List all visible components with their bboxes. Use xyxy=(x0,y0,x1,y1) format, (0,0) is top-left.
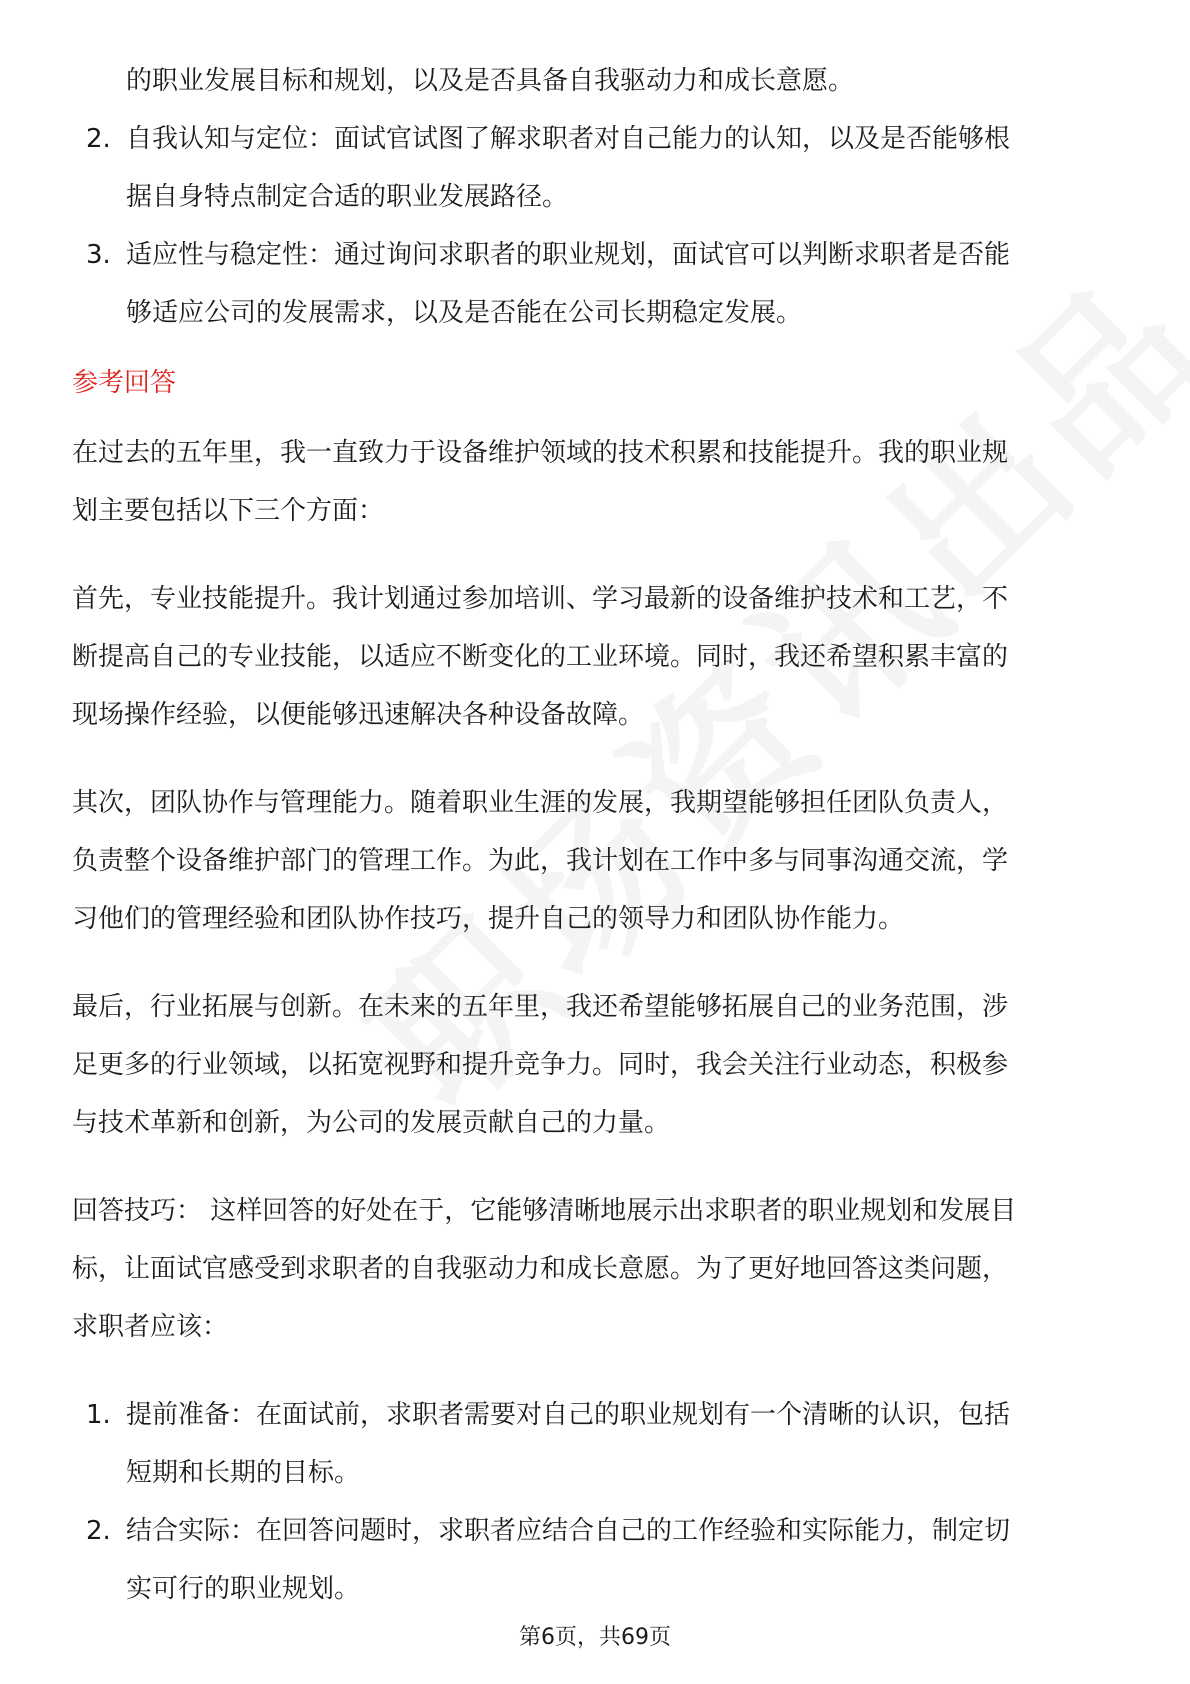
list-item-line: 自我认知与定位：面试官试图了解求职者对自己能力的认知，以及是否能够根 xyxy=(126,124,1011,154)
list-item xyxy=(72,1386,1122,1502)
list-item-line: 实可行的职业规划。 xyxy=(126,1574,361,1604)
paragraph-line: 负责整个设备维护部门的管理工作。为此，我计划在工作中多与同事沟通交流，学 xyxy=(72,846,1009,876)
paragraph-line: 足更多的行业领域，以拓宽视野和提升竞争力。同时，我会关注行业动态，积极参 xyxy=(72,1050,1009,1080)
list-item-continuation xyxy=(72,52,1122,110)
list-number: 3. xyxy=(86,240,111,270)
list-item xyxy=(72,110,1122,226)
list-item-line: 短期和长期的目标。 xyxy=(126,1458,361,1488)
list-number: 1. xyxy=(86,1400,111,1430)
list-item-line: 适应性与稳定性：通过询问求职者的职业规划，面试官可以判断求职者是否能 xyxy=(126,240,1011,270)
list-item xyxy=(72,1502,1122,1618)
list-item-line: 够适应公司的发展需求，以及是否能在公司长期稳定发展。 xyxy=(126,298,803,328)
paragraph-line: 划主要包括以下三个方面： xyxy=(72,496,385,526)
paragraph-line: 求职者应该： xyxy=(72,1312,229,1342)
paragraph-line: 首先，专业技能提升。我计划通过参加培训、学习最新的设备维护技术和工艺，不 xyxy=(72,584,1009,614)
list-number: 2. xyxy=(86,1516,111,1546)
paragraph-line: 断提高自己的专业技能，以适应不断变化的工业环境。同时，我还希望积累丰富的 xyxy=(72,642,1009,672)
page-footer: 第6页，共69页 xyxy=(519,1625,671,1650)
page-content xyxy=(72,52,1122,1618)
list-item-line: 提前准备：在面试前，求职者需要对自己的职业规划有一个清晰的认识，包括 xyxy=(126,1400,1011,1430)
paragraph-line: 习他们的管理经验和团队协作技巧，提升自己的领导力和团队协作能力。 xyxy=(72,904,905,934)
paragraph-line: 最后，行业拓展与创新。在未来的五年里，我还希望能够拓展自己的业务范围，涉 xyxy=(72,992,1009,1022)
list-number: 2. xyxy=(86,124,111,154)
paragraph xyxy=(72,978,1122,1152)
paragraph xyxy=(72,424,1122,540)
paragraph-line: 标，让面试官感受到求职者的自我驱动力和成长意愿。为了更好地回答这类问题， xyxy=(72,1254,1009,1284)
list-item-line: 的职业发展目标和规划，以及是否具备自我驱动力和成长意愿。 xyxy=(126,66,855,96)
paragraph xyxy=(72,774,1122,948)
paragraph xyxy=(72,1182,1122,1356)
section-heading: 参考回答 xyxy=(72,368,177,398)
list-item-line: 据自身特点制定合适的职业发展路径。 xyxy=(126,182,569,212)
paragraph-line: 与技术革新和创新，为公司的发展贡献自己的力量。 xyxy=(72,1108,671,1138)
paragraph-line: 现场操作经验，以便能够迅速解决各种设备故障。 xyxy=(72,700,645,730)
paragraph-line: 在过去的五年里，我一直致力于设备维护领域的技术积累和技能提升。我的职业规 xyxy=(72,438,1009,468)
list-item xyxy=(72,226,1122,342)
paragraph-line: 其次，团队协作与管理能力。随着职业生涯的发展，我期望能够担任团队负责人， xyxy=(72,788,1009,818)
paragraph-line: 回答技巧： 这样回答的好处在于，它能够清晰地展示出求职者的职业规划和发展目 xyxy=(72,1196,1017,1226)
paragraph xyxy=(72,570,1122,744)
list-item-line: 结合实际：在回答问题时，求职者应结合自己的工作经验和实际能力，制定切 xyxy=(126,1516,1011,1546)
